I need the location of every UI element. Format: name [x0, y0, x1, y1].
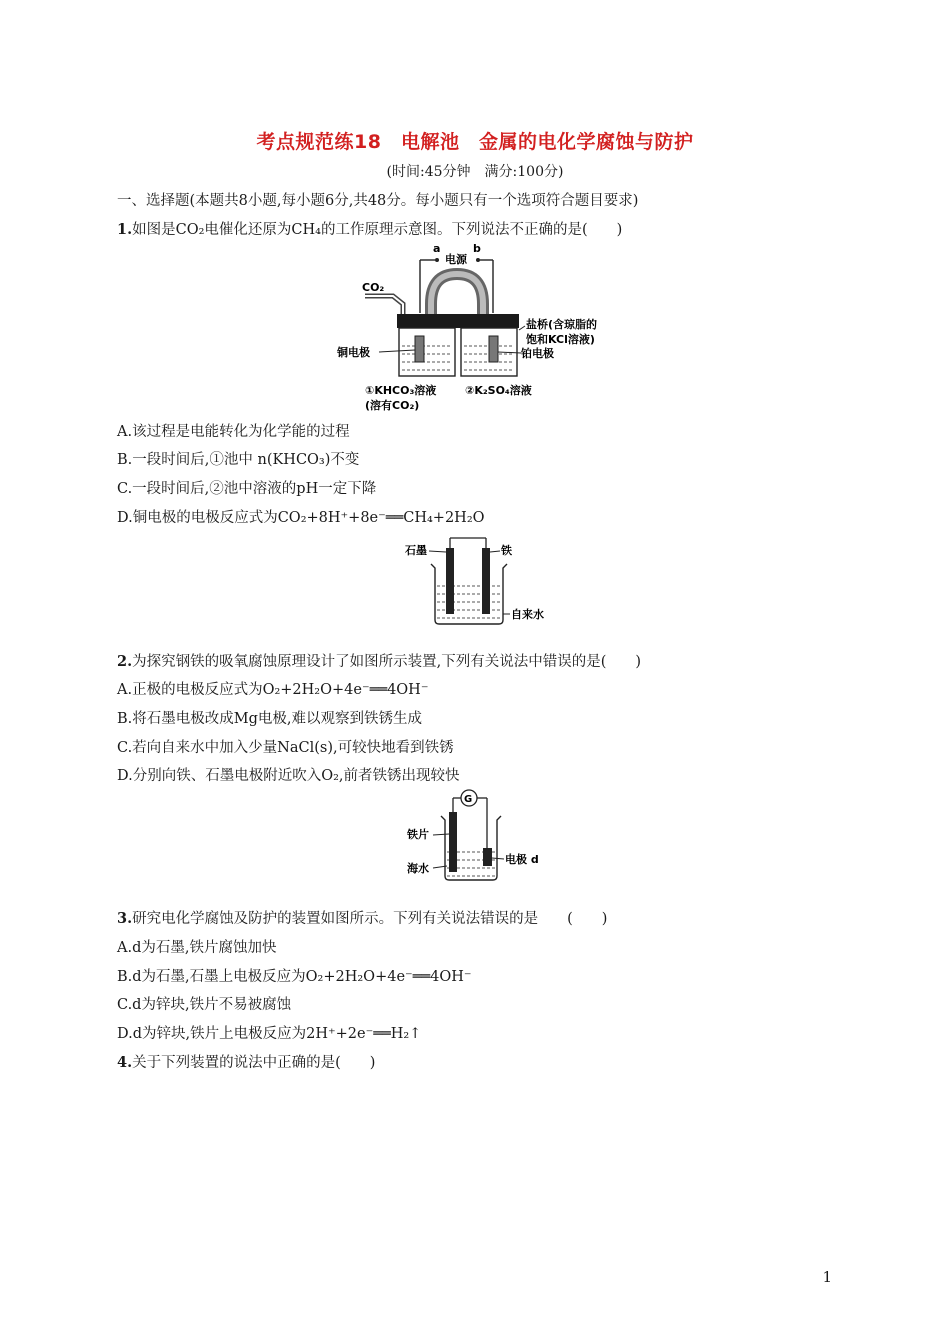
- copper-electrode-label: 铜电极: [337, 346, 370, 359]
- salt-bridge-label-2: 饱和KCl溶液): [526, 333, 595, 346]
- question-number: 1.: [117, 221, 133, 238]
- section-heading: 一、选择题(本题共8小题,每小题6分,共48分。每小题只有一个选项符合题目要求): [117, 193, 639, 209]
- co2-label: CO₂: [362, 281, 385, 294]
- question-text: 如图是CO₂电催化还原为CH₄的工作原理示意图。下列说法不正确的是( ): [132, 222, 623, 238]
- page-subtitle: (时间:45分钟 满分:100分): [386, 164, 564, 180]
- q1-option-a: A.该过程是电能转化为化学能的过程: [117, 424, 350, 440]
- q1-option-c: C.一段时间后,②池中溶液的pH一定下降: [117, 481, 377, 497]
- solution-1-label: ①KHCO₃溶液: [365, 384, 437, 397]
- electrode-d-label: 电极 d: [505, 853, 539, 866]
- platinum-electrode-label: 铂电极: [521, 347, 554, 360]
- question-1-stem: [117, 218, 622, 239]
- q3-option-d: D.d为锌块,铁片上电极反应为2H⁺+2e⁻══H₂↑: [117, 1026, 422, 1042]
- q1-option-d: D.铜电极的电极反应式为CO₂+8H⁺+8e⁻══CH₄+2H₂O: [117, 510, 485, 526]
- q1-option-b: B.一段时间后,①池中 n(KHCO₃)不变: [117, 452, 360, 468]
- corrosion-beaker-diagram: [403, 534, 553, 630]
- power-source-label: 电源: [445, 253, 467, 266]
- question-text: 为探究钢铁的吸氧腐蚀原理设计了如图所示装置,下列有关说法中错误的是( ): [132, 654, 642, 670]
- tap-water-label: 自来水: [511, 608, 544, 621]
- page-number: 1: [822, 1268, 832, 1286]
- solution-2-label: ②K₂SO₄溶液: [465, 384, 532, 397]
- electrolysis-diagram: [335, 238, 625, 416]
- question-number: 3.: [117, 910, 133, 927]
- question-3-stem: [117, 907, 607, 928]
- iron-label: 铁: [501, 544, 512, 557]
- seawater-label: 海水: [407, 862, 429, 875]
- question-text: 研究电化学腐蚀及防护的装置如图所示。下列有关说法错误的是 ( ): [132, 911, 608, 927]
- q3-option-c: C.d为锌块,铁片不易被腐蚀: [117, 997, 292, 1013]
- galvanometer-label: G: [464, 794, 473, 805]
- question-4-stem: [117, 1051, 375, 1072]
- q2-option-b: B.将石墨电极改成Mg电极,难以观察到铁锈生成: [117, 711, 423, 727]
- q2-option-d: D.分别向铁、石墨电极附近吹入O₂,前者铁锈出现较快: [117, 768, 460, 784]
- question-number: 4.: [117, 1054, 133, 1071]
- question-number: 2.: [117, 653, 133, 670]
- question-text: 关于下列装置的说法中正确的是( ): [132, 1055, 376, 1071]
- terminal-a-label: a: [433, 242, 441, 255]
- page-title: 考点规范练18 电解池 金属的电化学腐蚀与防护: [256, 131, 694, 153]
- seawater-protection-diagram: [405, 786, 555, 886]
- q3-option-b: B.d为石墨,石墨上电极反应为O₂+2H₂O+4e⁻══4OH⁻: [117, 969, 472, 985]
- terminal-b-label: b: [473, 242, 481, 255]
- question-2-stem: [117, 650, 641, 671]
- q2-option-a: A.正极的电极反应式为O₂+2H₂O+4e⁻══4OH⁻: [117, 682, 429, 698]
- q3-option-a: A.d为石墨,铁片腐蚀加快: [117, 940, 277, 956]
- salt-bridge-label-1: 盐桥(含琼脂的: [526, 318, 598, 331]
- graphite-label: 石墨: [405, 544, 427, 557]
- iron-sheet-label: 铁片: [407, 828, 429, 841]
- q2-option-c: C.若向自来水中加入少量NaCl(s),可较快地看到铁锈: [117, 740, 454, 756]
- solution-1-note: (溶有CO₂): [365, 399, 420, 412]
